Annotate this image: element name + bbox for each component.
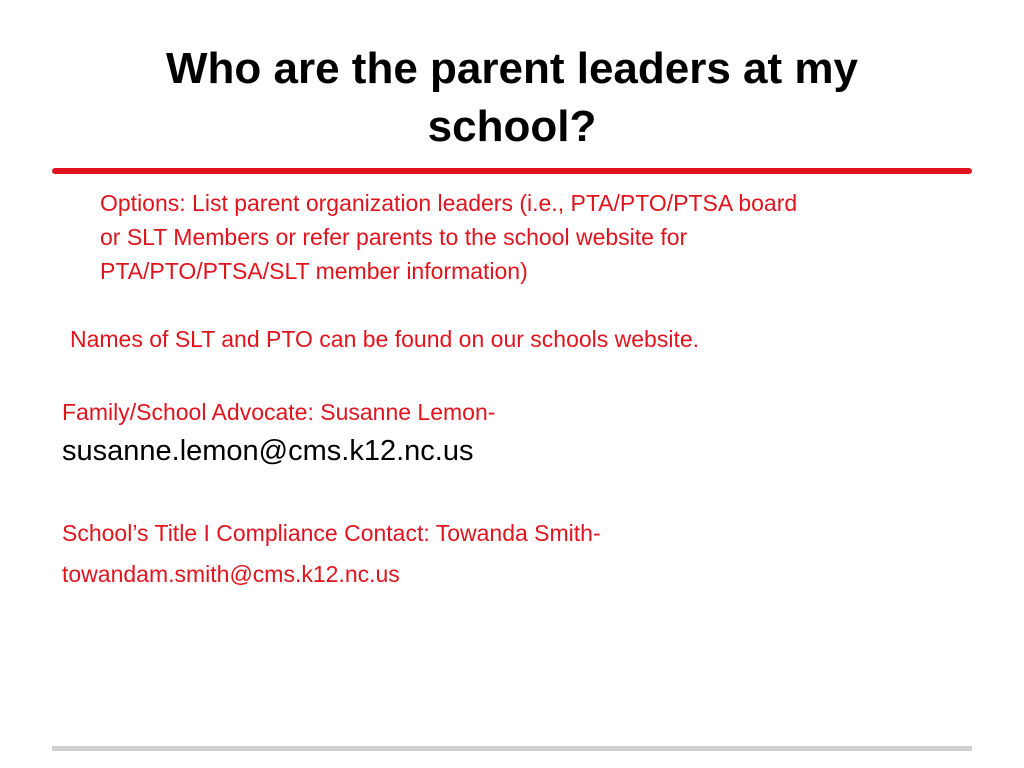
names-note: Names of SLT and PTO can be found on our schools website. [70,326,700,352]
options-text: Options: List parent organization leaders (i.e., PTA/PTO/PTSA board or SLT Members or refer parents to the school website for PTA/PTO/PTSA/SLT member information) [100,190,798,284]
advocate-email: susanne.lemon@cms.k12.nc.us [62,435,474,467]
compliance-label: School’s Title I Compliance Contact: Towanda Smith- [62,520,601,546]
footer-divider [52,746,972,751]
slide-title: Who are the parent leaders at my school? [166,44,858,151]
compliance-email: towandam.smith@cms.k12.nc.us [62,561,400,587]
title-divider [52,168,972,174]
advocate-label: Family/School Advocate: Susanne Lemon- [62,399,496,425]
